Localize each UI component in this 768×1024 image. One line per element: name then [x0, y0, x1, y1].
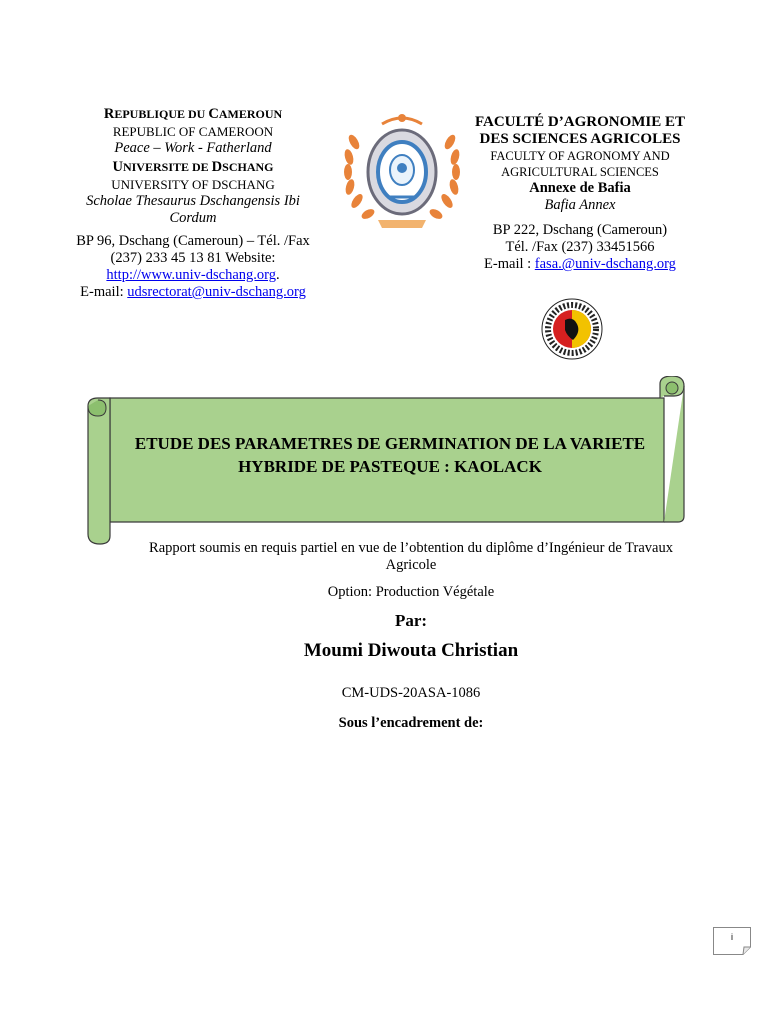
faculty-email-link[interactable]: fasa.@univ-dschang.org	[534, 256, 676, 272]
university-header	[68, 106, 318, 301]
page-number: i	[731, 932, 733, 942]
faculty-email-line: E-mail : fasa.@univ-dschang.org	[484, 256, 676, 272]
university-address: BP 96, Dschang (Cameroun) – Tél. /Fax (237) 233 45 13 81 Website:	[76, 233, 310, 266]
faculty-name-en: FACULTY OF AGRONOMY AND AGRICULTURAL SCIENCES	[490, 149, 670, 179]
website-line: http://www.univ-dschang.org.	[106, 267, 280, 283]
student-id: CM-UDS-20ASA-1086	[341, 685, 481, 701]
country-name-en: REPUBLIC OF CAMEROON	[112, 124, 274, 139]
email-line: E-mail: udsrectorat@univ-dschang.org	[80, 284, 306, 300]
university-name-fr: UNIVERSITE DE DSCHANG	[112, 159, 274, 175]
author-name: Moumi Diwouta Christian	[303, 640, 519, 661]
faculty-header	[470, 114, 690, 273]
national-motto: Peace – Work - Fatherland	[114, 140, 272, 156]
by-label: Par:	[394, 611, 428, 630]
rectorat-email-link[interactable]: udsrectorat@univ-dschang.org	[127, 284, 306, 300]
faculty-seal-icon	[537, 296, 607, 362]
faculty-address: BP 222, Dschang (Cameroun)	[492, 222, 668, 238]
study-option: Option: Production Végétale	[327, 584, 495, 600]
university-emblem-icon	[332, 102, 472, 237]
annex-name-en: Bafia Annex	[544, 197, 616, 213]
website-link[interactable]: http://www.univ-dschang.org	[106, 267, 276, 283]
university-motto: Scholae Thesaurus Dschangensis Ibi Cordum	[86, 193, 300, 226]
country-name-fr: REPUBLIQUE DU CAMEROUN	[103, 106, 283, 122]
faculty-phone: Tél. /Fax (237) 33451566	[505, 239, 655, 255]
report-title: ETUDE DES PARAMETRES DE GERMINATION DE LA VARIETE HYBRIDE DE PASTEQUE : KAOLACK	[134, 434, 646, 476]
university-name-en: UNIVERSITY OF DSCHANG	[111, 177, 275, 192]
report-description: Rapport soumis en requis partiel en vue de l’obtention du diplôme d’Ingénieur de Travaux Agricole	[149, 540, 673, 573]
annex-name-fr: Annexe de Bafia	[529, 180, 631, 196]
supervision-label: Sous l’encadrement de:	[338, 715, 484, 731]
faculty-name-fr: FACULTÉ D’AGRONOMIE ET DES SCIENCES AGRICOLES	[474, 114, 686, 147]
